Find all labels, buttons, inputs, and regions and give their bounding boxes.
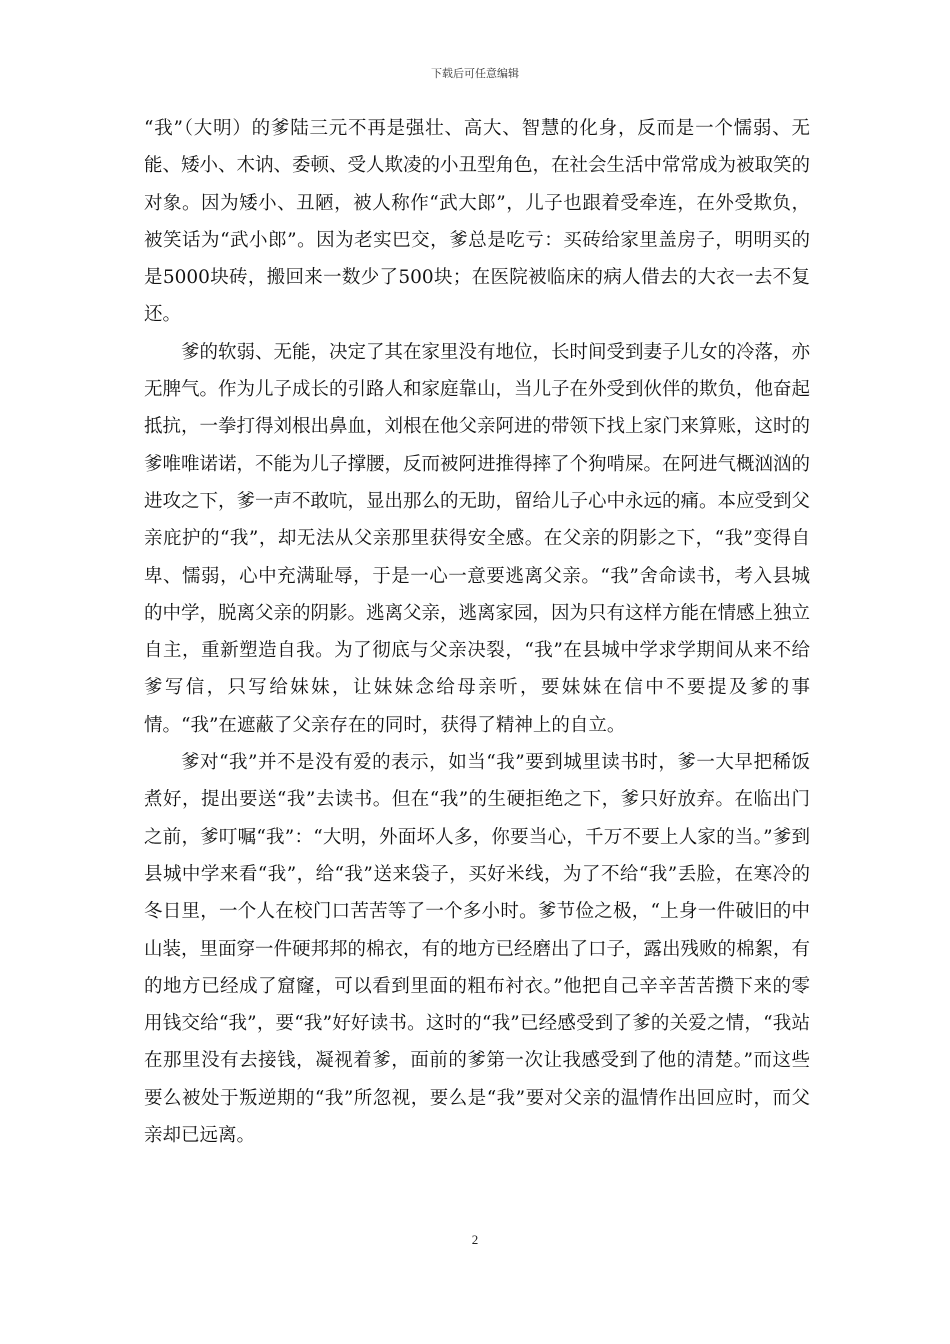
paragraph-3: 爹对“我”并不是没有爱的表示，如当“我”要到城里读书时，爹一大早把稀饭煮好，提出要送“我”去读书。但在“我”的生硬拒绝之下，爹只好放弃。在临出门之前，爹叮嘱“我”：“大明，外面坏人多，你要当心，千万不要上人家的当。”爹到县城中学来看“我”，给“我”送来袋子，买好米线，为了不给“我”丢脸，在寒冷的冬日里，一个人在校门口苦苦等了一个多小时。爹节俭之极，“上身一件破旧的中山装，里面穿一件硬邦邦的棉衣，有的地方已经磨出了口子，露出残败的棉絮，有的地方已经成了窟窿，可以看到里面的粗布衬衣。”他把自己辛辛苦苦攒下来的零用钱交给“我”，要“我”好好读书。这时的“我”已经感受到了爹的关爱之情，“我站在那里没有去接钱，凝视着爹，面前的爹第一次让我感受到了他的清楚。”而这些要么被处于叛逆期的“我”所忽视，要么是“我”要对父亲的温情作出回应时，而父亲却已远离。 xyxy=(144,752,811,1147)
page-number: 2 xyxy=(471,1232,479,1247)
paragraph-2: 爹的软弱、无能，决定了其在家里没有地位，长时间受到妻子儿女的冷落，亦无脾气。作为儿子成长的引路人和家庭靠山，当儿子在外受到伙伴的欺负，他奋起抵抗，一拳打得刘根出鼻血，刘根在他父亲阿进的带领下找上家门来算账，这时的爹唯唯诺诺，不能为儿子撑腰，反而被阿进推得摔了个狗啃屎。在阿进气概汹汹的进攻之下，爹一声不敢吭，显出那么的无助，留给儿子心中永远的痛。本应受到父亲庇护的“我”，却无法从父亲那里获得安全感。在父亲的阴影之下，“我”变得自卑、懦弱，心中充满耻辱，于是一心一意要逃离父亲。“我”舍命读书，考入县城的中学，脱离父亲的阴影。逃离父亲，逃离家园，因为只有这样方能在情感上独立自主，重新塑造自我。为了彻底与父亲决裂，“我”在县城中学求学期间从来不给爹写信，只写给妹妹，让妹妹念给母亲听，要妹妹在信中不要提及爹的事情。“我”在遮蔽了父亲存在的同时，获得了精神上的自立。 xyxy=(144,341,811,736)
body-text xyxy=(144,110,810,1154)
page-header: 下载后可任意编辑 xyxy=(431,67,519,80)
paragraph-1: “我”（大明）的爹陆三元不再是强壮、高大、智慧的化身，反而是一个懦弱、无能、矮小、木讷、委顿、受人欺凌的小丑型角色，在社会生活中常常成为被取笑的对象。因为矮小、丑陋，被人称作“武大郎”，儿子也跟着受牵连，在外受欺负，被笑话为“武小郎”。因为老实巴交，爹总是吃亏：买砖给家里盖房子，明明买的是5000块砖，搬回来一数少了500块；在医院被临床的病人借去的大衣一去不复还。 xyxy=(144,118,811,326)
